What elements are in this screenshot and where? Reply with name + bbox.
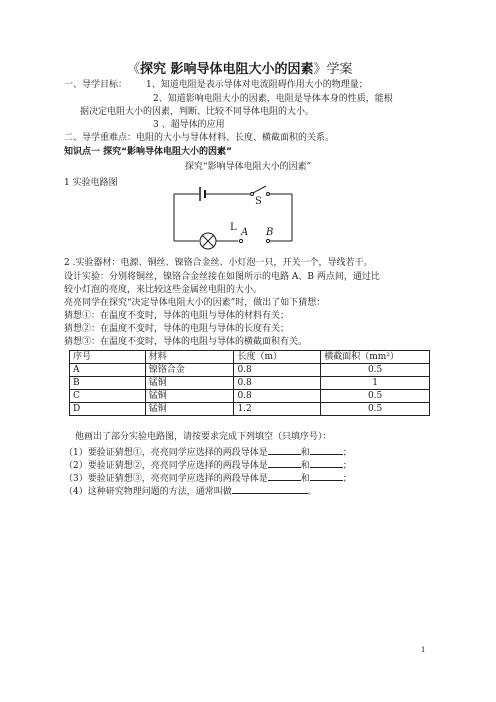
guess-1: 猜想①：在温度不变时，导体的电阻与导体的材料有关；	[64, 311, 290, 321]
terminal-b	[266, 239, 269, 242]
guess-3: 猜想③：在温度不变时，导体的电阻与导体的横截面积有关。	[64, 337, 308, 347]
title-prefix: 《	[127, 62, 141, 77]
end-mark: ；	[342, 448, 352, 458]
table-cell: A	[70, 364, 146, 377]
equipment-text: 2 .实验器材：电源、铜丝、镍铬合金丝、小灯泡一只，开关一个，导线若干。	[64, 258, 373, 268]
question-3-text: （3）要验证猜想③，亮亮同学应选择的两段导体是	[64, 474, 268, 484]
goal-3: 3 、超导体的应用	[153, 120, 225, 130]
question-4	[64, 484, 317, 498]
answer-blank-4[interactable]	[232, 484, 308, 494]
header-cell: 序号	[70, 351, 146, 364]
table-row	[70, 403, 430, 416]
table-cell: 0.5	[321, 364, 430, 377]
page-number: 1	[421, 646, 426, 654]
switch-blade	[253, 186, 266, 193]
page-title	[127, 62, 353, 78]
design-line-1: 设计实验：分别将铜丝，镍铬合金丝接在如图所示的电路 A、B 两点间，通过比	[64, 272, 380, 282]
answer-blank-2a[interactable]	[268, 458, 301, 468]
table-cell: 锰铜	[145, 403, 234, 416]
key-points: 二、导学重难点：电阻的大小与导体材料、长度、横截面积的关系。	[64, 133, 335, 143]
design-line-2: 较小灯泡的亮度，来比较这些金属丝电阻的大小。	[64, 285, 263, 295]
goal-1: 1、知道电阻是表示导体对电流阻碍作用大小的物理量；	[146, 80, 368, 90]
switch-contact	[251, 193, 254, 196]
table-cell: 0.8	[234, 390, 321, 403]
question-3	[64, 471, 352, 485]
question-1-text: （1）要验证猜想①，亮亮同学应选择的两段导体是	[64, 448, 268, 458]
table-cell: 1	[321, 377, 430, 390]
table-cell: 0.5	[321, 403, 430, 416]
goals-label: 一、导学目标：	[64, 80, 128, 90]
and-word: 和	[300, 461, 310, 471]
answer-blank-3a[interactable]	[268, 471, 301, 481]
table-cell: 0.5	[321, 390, 430, 403]
header-cell: 材料	[145, 351, 234, 364]
lamp-icon	[200, 233, 216, 249]
knowledge-point-heading: 知识点一 探究“影响导体电阻大小的因素”	[64, 147, 232, 157]
table-row	[70, 377, 430, 390]
question-intro: 他画出了部分实验电路图，请按要求完成下列填空（只填序号）：	[75, 432, 332, 442]
table-cell: 锰铜	[145, 377, 234, 390]
diagram-label: 1 实验电路图	[64, 178, 118, 188]
table-cell: 1.2	[234, 403, 321, 416]
table-header-row	[70, 351, 430, 364]
end-mark-final: 。	[307, 487, 317, 497]
guess-2: 猜想②：在温度不变时，导体的电阻与导体的长度有关；	[64, 324, 290, 334]
answer-blank-1a[interactable]	[268, 445, 301, 455]
question-2-text: （2）要验证猜想②，亮亮同学应选择的两段导体是	[64, 461, 268, 471]
table-cell: D	[70, 403, 146, 416]
goal-2b: 据决定电阻大小的因素，判断、比较不同导体电阻的大小。	[80, 107, 315, 117]
question-4-text: （4）这种研究物理问题的方法，通常叫做	[64, 487, 232, 497]
end-mark: ；	[342, 461, 352, 471]
table-cell: 0.8	[234, 377, 321, 390]
terminal-b-label: B	[266, 227, 274, 238]
table-row	[70, 364, 430, 377]
header-cell: 横截面积（mm²）	[321, 351, 430, 364]
question-1	[64, 445, 352, 459]
title-main: 探究 影响导体电阻大小的因素	[140, 62, 314, 77]
table-cell: 0.8	[234, 364, 321, 377]
answer-blank-1b[interactable]	[310, 445, 343, 455]
conductor-table	[69, 350, 430, 416]
header-cell: 长度（m）	[234, 351, 321, 364]
table-cell: 锰铜	[145, 390, 234, 403]
answer-blank-3b[interactable]	[310, 471, 343, 481]
lamp-label: L	[230, 222, 237, 233]
end-mark: ；	[342, 474, 352, 484]
table-cell: 镍铬合金	[145, 364, 234, 377]
guess-intro: 亮亮同学在探究“决定导体电阻大小的因素”时，做出了如下猜想：	[64, 298, 326, 308]
and-word: 和	[300, 474, 310, 484]
switch-label: S	[255, 196, 262, 207]
goal-2a: 2、知道影响电阻大小的因素，电阻是导体本身的性质，能根	[153, 94, 393, 104]
title-suffix: 》学案	[313, 62, 353, 77]
question-2	[64, 458, 352, 472]
table-row	[70, 390, 430, 403]
answer-blank-2b[interactable]	[310, 458, 343, 468]
terminal-a	[239, 239, 242, 242]
table-cell: C	[70, 390, 146, 403]
section-subtitle: 探究“影响导体电阻大小的因素”	[185, 162, 312, 172]
and-word: 和	[300, 448, 310, 458]
table-cell: B	[70, 377, 146, 390]
terminal-a-label: A	[241, 227, 249, 238]
